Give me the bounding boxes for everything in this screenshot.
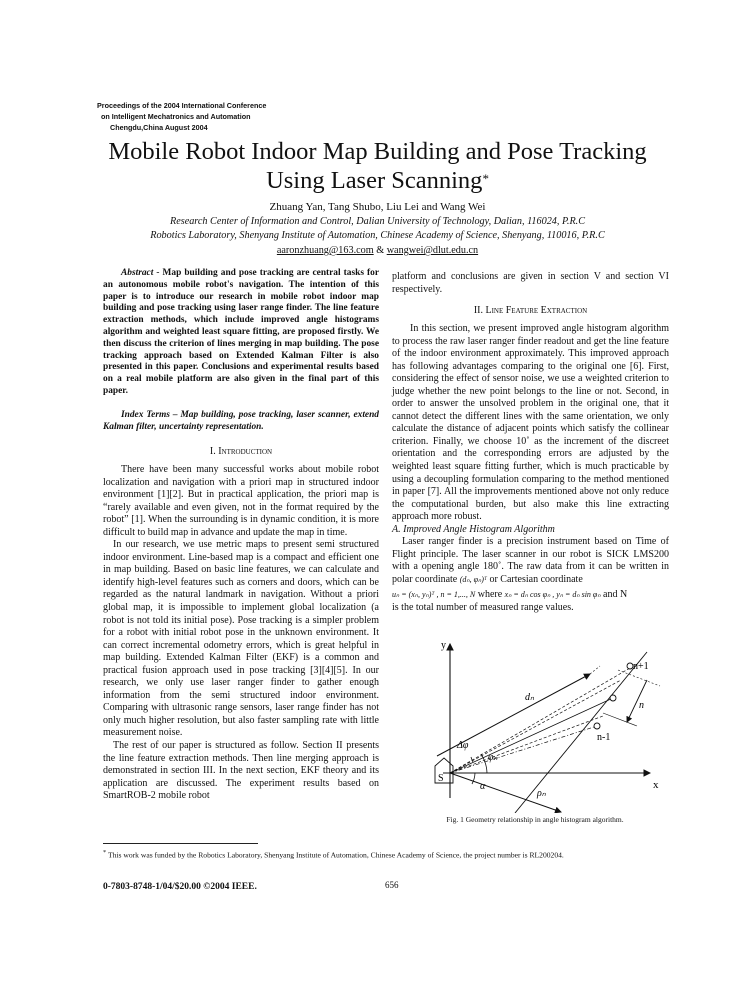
abstract — [103, 268, 379, 398]
figure-geometry-diagram — [425, 638, 665, 813]
paragraph-text: or Cartesian coordinate — [486, 573, 583, 585]
section2-body — [392, 323, 669, 615]
n-label: n — [639, 700, 644, 711]
cartesian-expression: uₙ = (xₙ, yₙ)ᵀ , n = 1,..., N — [392, 590, 476, 600]
x-expression: xₙ = dₙ cos φₙ , — [504, 590, 555, 600]
alpha-label: α — [480, 781, 486, 792]
title-line-1: Mobile Robot Indoor Map Building and Pose Tracking — [108, 138, 647, 165]
figure-caption: Fig. 1 Geometry relationship in angle histogram algorithm. — [446, 815, 624, 824]
point-n — [610, 695, 616, 701]
paragraph: There have been many successful works about mobile robot localization and navigation with a priori map in structured indoor environment [1][2]. But in practical application, the priori map is “rarely available and even given, not in the format required by the robot” [1]. When the surrounding is in dynamic condition, it is more difficult to build map in advance and update the map in time. — [103, 464, 379, 538]
title-line-2-text: Using Laser Scanning — [266, 167, 483, 194]
abstract-label: Abstract - — [121, 268, 160, 278]
dn-label: dₙ — [525, 692, 534, 703]
paragraph — [392, 536, 669, 586]
and-n-text: and N — [600, 589, 628, 601]
section-heading-line-feature-extraction: II. Line Feature Extraction — [473, 305, 588, 316]
index-terms: Index Terms – Map building, pose tracking, laser scanner, extend Kalman filter, uncertainty representation. — [103, 410, 379, 432]
ray-n-minus-1 — [450, 726, 597, 773]
footnote-rule — [103, 843, 258, 844]
paragraph: In our research, we use metric maps to present semi structured indoor environment. Line-based map is a compact and efficient one in map building. Based on basic line features, we can calculate and identify high-level features such as corners and doors, which can be regarded as the natural landmark in navigation. Without a priori global map, it is impossible to implement global localization (a robot is not told its initial pose). Pose tracking is a simpler problem for a robot with initial robot pose in the unknown environment. It can correct incremental odometry errors, which is great helpful in map building. Extended Kalman Filter (EKF) is a common and practical fusion approach used in pose tracking [3][4][5]. In our research, we only use laser ranger finder to gather enough information from the semi structured indoor environment. Comparing with ultrasonic range sensors, laser range finder has not only much higher resolution, but also faster sampling rate with little measurement noise. — [103, 539, 379, 739]
point-n-minus-1 — [594, 723, 600, 729]
n-plus-1-label: n+1 — [633, 661, 649, 672]
paragraph: In this section, we present improved angle histogram algorithm to process the raw laser ranger finder readout and get the line feature of the indoor environment approximately. This improved approach has following advantages comparing to the original one [6]. First, considering the effect of sensor noise, we use a weighted criterion to judge whether the new point belongs to the line or not. Second, in order to answer the unsolved problem in the original one, that it cannot detect the different lines with the same orientation, we only calculate the distance of adjacent points which satisfy the collinear criterion. Finally, we choose 10˚ as the increment of the discreet orientation and the corresponding errors are adjusted by the weighted least square fitting further, which is much practicable by using a decoupling formulation comparing to the method mentioned in paper [7]. All the improvements mentioned above not only reduce the computational burden, but also make this line extracting approach more robust. — [392, 323, 669, 523]
right-column-continuation: platform and conclusions are given in section V and section VI respectively. — [392, 271, 669, 295]
subsection-heading: A. Improved Angle Histogram Algorithm — [392, 523, 555, 535]
paragraph: The rest of our paper is structured as follow. Section II presents the line feature extraction methods. Then line merging approach is demonstrated in section III. In the next section, EKF theory and its application are discussed. The experiment results based on SmartROB-2 mobile robot — [103, 740, 379, 802]
title-footnote-mark: * — [482, 171, 489, 186]
affiliation-2: Robotics Laboratory, Shenyang Institute of Automation, Chinese Academy of Science, Shenyang, 110016, P.R.C — [150, 230, 605, 241]
paragraph: is the total number of measured range values. — [392, 602, 574, 614]
y-axis-label: y — [441, 640, 446, 651]
fitted-line — [515, 652, 647, 813]
ray-mid — [450, 716, 603, 773]
where-text: where — [475, 589, 505, 601]
proceedings-line: on Intelligent Mechatronics and Automation — [101, 112, 251, 121]
ray-n-plus-1 — [450, 668, 630, 773]
y-expression: yₙ = dₙ sin φₙ — [554, 590, 601, 600]
footnote — [103, 849, 564, 860]
x-axis-label: x — [653, 779, 659, 791]
paper-title — [60, 137, 695, 195]
copyright-notice: 0-7803-8748-1/04/$20.00 ©2004 IEEE. — [103, 882, 257, 892]
authors: Zhuang Yan, Tang Shubo, Liu Lei and Wang Wei — [269, 201, 486, 213]
phi-arc — [481, 754, 487, 773]
page-number: 656 — [385, 880, 399, 890]
abstract-text: Map building and pose tracking are central tasks for an autonomous mobile robot's navigation. The intention of this paper is to introduce our research in mobile robot indoor map building and pose tracking using laser range finder. The line feature extraction methods, which include improved angle histograms algorithm and weighted least square fitting, are proposed firstly. We then discuss the criterion of lines merging in map building. The pose tracking approach based on Extended Kalman Filter is also presented in this paper. Conclusions and experimental results based on a real mobile platform are also given in the final part of this paper. — [103, 268, 380, 396]
footnote-mark: * — [103, 849, 107, 856]
n-minus-1-label: n-1 — [597, 732, 611, 743]
origin-label: S — [438, 773, 444, 784]
section-heading-introduction: I. Introduction — [209, 446, 273, 457]
email-link-1[interactable]: aaronzhuang@163.com — [276, 245, 374, 256]
proceedings-header — [97, 100, 266, 133]
interval-arrow — [627, 680, 647, 722]
alpha-arc — [472, 773, 475, 784]
paragraph-text: Laser ranger finder is a precision instrument based on Time of Flight principle. The laser scanner in our robot is SICK LMS200 with a opening angle 180˚. The raw data from it can be written in polar coordinate — [392, 536, 669, 585]
email-link-2[interactable]: wangwei@dlut.edu.cn — [386, 245, 479, 256]
introduction-body — [103, 464, 379, 803]
proceedings-line: Proceedings of the 2004 International Conference — [97, 101, 267, 110]
title-line-2 — [60, 166, 695, 195]
proceedings-line: Chengdu,China August 2004 — [110, 123, 208, 132]
polar-expression: (dₙ, φₙ)ᵀ — [459, 574, 487, 584]
emails — [60, 245, 695, 256]
equation-line — [392, 589, 669, 602]
rho-n-label: ρₙ — [537, 788, 546, 799]
email-separator: & — [373, 245, 387, 256]
affiliation-1: Research Center of Information and Control, Dalian University of Technology, Dalian, 116024, P.R.C — [169, 216, 586, 227]
phi-n-label: φₙ — [488, 752, 498, 763]
footnote-text: This work was funded by the Robotics Laboratory, Shenyang Institute of Automation, Chinese Academy of Science, the project number is RL200204. — [107, 850, 564, 860]
delta-phi-label: Δφ — [457, 740, 469, 751]
